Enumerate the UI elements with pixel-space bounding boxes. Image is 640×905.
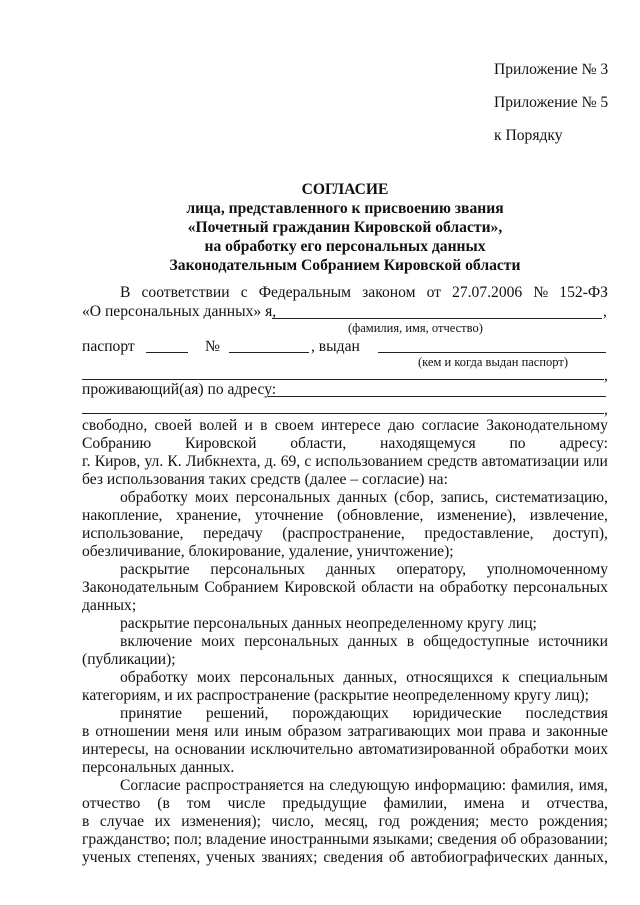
word: рождения; [410, 813, 480, 830]
word: об [500, 831, 517, 848]
word: № [533, 284, 549, 301]
word: моих [201, 633, 236, 650]
word: имена [464, 795, 505, 812]
word: согласие [421, 417, 479, 434]
word: сведения [323, 849, 384, 866]
word: персональных [239, 669, 335, 686]
title-line-1: СОГЛАСИЕ [301, 181, 389, 198]
word: Федеральным [258, 284, 352, 301]
word: к [501, 669, 510, 686]
word: данных [337, 489, 388, 506]
word: изменения); [181, 813, 261, 830]
comma: , [604, 401, 608, 418]
word: персональных [210, 561, 306, 578]
word: права [488, 723, 526, 740]
word: том [186, 795, 211, 812]
word: Кировской [284, 579, 356, 596]
word: и [521, 795, 530, 812]
item-6-line-4: персональных данных. [82, 759, 235, 776]
item-5-line-2: категориям, и их распространение (раскрытие неопределенному кругу лиц); [82, 687, 589, 704]
word: исключительно [250, 741, 354, 758]
comma: , [604, 367, 608, 384]
word: отчества, [546, 795, 608, 812]
word: хранение, [176, 507, 242, 524]
word: последствия [525, 705, 608, 722]
word: 152-ФЗ [559, 284, 608, 301]
word: распространяется [185, 777, 304, 794]
word: области [361, 579, 414, 596]
word: званиях; [261, 849, 318, 866]
word: обработку [120, 669, 188, 686]
word: затрагивающих [347, 723, 451, 740]
word: соответствии [141, 284, 230, 301]
word: персональных [235, 489, 331, 506]
word: использованием [315, 453, 423, 470]
word: юридические [412, 705, 502, 722]
word: или [214, 723, 239, 740]
word: месяц, [324, 813, 369, 830]
word: предыдущие [282, 795, 367, 812]
word: в [82, 813, 90, 830]
word: интересы, [82, 741, 149, 758]
word: интересе [321, 417, 381, 434]
document-title [82, 180, 608, 275]
word: и [531, 723, 541, 740]
word: законные [546, 723, 608, 740]
word: фамилии, [383, 795, 448, 812]
word: Законодательному [486, 417, 608, 434]
word: Кировской [184, 435, 257, 452]
word: адресу: [559, 435, 608, 452]
word: данных [347, 633, 398, 650]
word: ученых [206, 849, 256, 866]
word: специальным [518, 669, 608, 686]
word: К. [167, 453, 182, 470]
word: свободно, [82, 417, 148, 434]
word: сведения [437, 831, 497, 848]
word: извлечение, [529, 507, 608, 524]
word: области, [290, 435, 347, 452]
word: доступ), [553, 525, 608, 542]
word: своем [274, 417, 314, 434]
word: место [489, 813, 529, 830]
passport-series-field[interactable] [146, 352, 188, 353]
annex-label-2: Приложение № 5 [494, 94, 609, 111]
word: отношении [95, 723, 170, 740]
word: Законодательным [82, 579, 199, 596]
word: передачу [203, 525, 263, 542]
intro-line-1 [82, 283, 608, 304]
word: на [308, 777, 325, 794]
word: в [406, 633, 415, 650]
title-line-4: на обработку его персональных данных [204, 238, 486, 255]
issued-label: , выдан [311, 338, 360, 355]
item-2-line-3: данных; [82, 597, 137, 614]
word: уточнение [254, 507, 324, 524]
word: персональных [513, 579, 608, 596]
word: законом [362, 284, 416, 301]
word: общедоступные [423, 633, 530, 650]
word: данных, [554, 849, 608, 866]
word: рождения; [538, 813, 608, 830]
passport-hint: (кем и когда выдан паспорт) [418, 355, 569, 369]
word: в [260, 417, 268, 434]
word: год [378, 813, 400, 830]
word: своей [154, 417, 192, 434]
word: оператору, [396, 561, 466, 578]
word: даю [387, 417, 415, 434]
word: информацию: [414, 777, 507, 794]
word: данных [325, 561, 376, 578]
word: случае [99, 813, 145, 830]
passport-label: паспорт [82, 338, 135, 355]
word: образовании; [520, 831, 608, 848]
word: фамилия, [511, 777, 574, 794]
number-sign: № [205, 338, 220, 355]
word: обработки [500, 741, 569, 758]
word: включение [120, 633, 193, 650]
address-label: проживающий(ая) по адресу: [82, 381, 277, 398]
word: пол; [174, 831, 203, 848]
word: автоматизированной [358, 741, 495, 758]
scope-line-5 [82, 848, 608, 869]
word: их [154, 813, 171, 830]
word: мои [456, 723, 483, 740]
word: использование, [82, 525, 184, 542]
title-line-3: «Почетный гражданин Кировской области», [187, 219, 503, 236]
word: моих [574, 741, 608, 758]
word: порождающих [292, 705, 389, 722]
item-1-line-4: обезличивание, блокирование, удаление, уничтожение); [82, 543, 454, 560]
word: на [154, 741, 170, 758]
word: число, [271, 813, 315, 830]
word: Согласие [120, 777, 181, 794]
title-line-5: Законодательным Собранием Кировской области [169, 257, 521, 274]
full-name-field[interactable] [272, 318, 602, 319]
word: решений, [205, 705, 269, 722]
word: степенях, [137, 849, 201, 866]
word: от [426, 284, 441, 301]
word: относящихся [406, 669, 493, 686]
word: д. [264, 453, 277, 470]
word: принятие [120, 705, 183, 722]
word: (в [157, 795, 170, 812]
word: г. [82, 453, 91, 470]
consent-line-4: без использования таких средств (далее – согласие) на: [82, 471, 448, 488]
word: или [583, 453, 608, 470]
word: уполномоченному [486, 561, 608, 578]
word: иностранными [270, 831, 369, 848]
word: Собранием [204, 579, 279, 596]
item-4-line-2: (публикации); [82, 651, 176, 668]
word: обработку [120, 489, 188, 506]
word: запись, [440, 489, 489, 506]
word: автоматизации [481, 453, 580, 470]
word: изменение), [437, 507, 517, 524]
word: 27.07.2006 [452, 284, 523, 301]
intro-line-2-text: «О персональных данных» я, [82, 303, 277, 320]
word: языками; [372, 831, 434, 848]
word: Киров, [94, 453, 141, 470]
word: ученых [82, 849, 132, 866]
word: Либкнехта, [185, 453, 261, 470]
word: образом [287, 723, 342, 740]
word: предоставление, [424, 525, 534, 542]
word: с [240, 284, 248, 301]
address-field[interactable] [268, 396, 606, 397]
word: отчество [82, 795, 141, 812]
word: по [509, 435, 526, 452]
word: Собранию [82, 435, 152, 452]
word: (распространение, [282, 525, 405, 542]
word: 69, [280, 453, 301, 470]
word: волей [199, 417, 238, 434]
word: В [120, 284, 131, 301]
word: и [244, 417, 253, 434]
annex-label-3: к Порядку [494, 127, 563, 144]
word: обработку [439, 579, 508, 596]
word: моих [194, 489, 229, 506]
word: числе [227, 795, 266, 812]
word: об [388, 849, 405, 866]
word: (обновление, [337, 507, 424, 524]
word: накопление, [82, 507, 163, 524]
word: систематизацию, [495, 489, 608, 506]
word: в [82, 723, 90, 740]
word: ул. [144, 453, 164, 470]
item-2-line-2 [82, 578, 608, 599]
word: автобиографических [410, 849, 549, 866]
word: персональных [244, 633, 339, 650]
word: меня [175, 723, 209, 740]
word: источники [538, 633, 608, 650]
item-4-line-1 [120, 632, 608, 653]
passport-number-field[interactable] [229, 352, 309, 353]
word: основании [174, 741, 246, 758]
word: владение [205, 831, 267, 848]
item-3: раскрытие персональных данных неопределенному кругу лиц; [120, 615, 537, 632]
passport-issued-field[interactable] [378, 352, 606, 353]
word: (сбор, [394, 489, 434, 506]
word: следующую [329, 777, 410, 794]
comma: , [603, 303, 607, 320]
annex-label-1: Приложение № 3 [494, 61, 609, 78]
word: находящемуся [380, 435, 476, 452]
word: с [304, 453, 312, 470]
word: данных, [343, 669, 398, 686]
word: на [418, 579, 435, 596]
word: средств [427, 453, 478, 470]
word: имя, [578, 777, 608, 794]
word: раскрытие [120, 561, 190, 578]
word: гражданство; [82, 831, 171, 848]
full-name-hint: (фамилия, имя, отчество) [348, 321, 483, 335]
word: моих [196, 669, 231, 686]
address-field-2[interactable] [82, 413, 604, 414]
word: иным [244, 723, 282, 740]
title-line-2: лица, представленного к присвоению звания [186, 200, 504, 217]
